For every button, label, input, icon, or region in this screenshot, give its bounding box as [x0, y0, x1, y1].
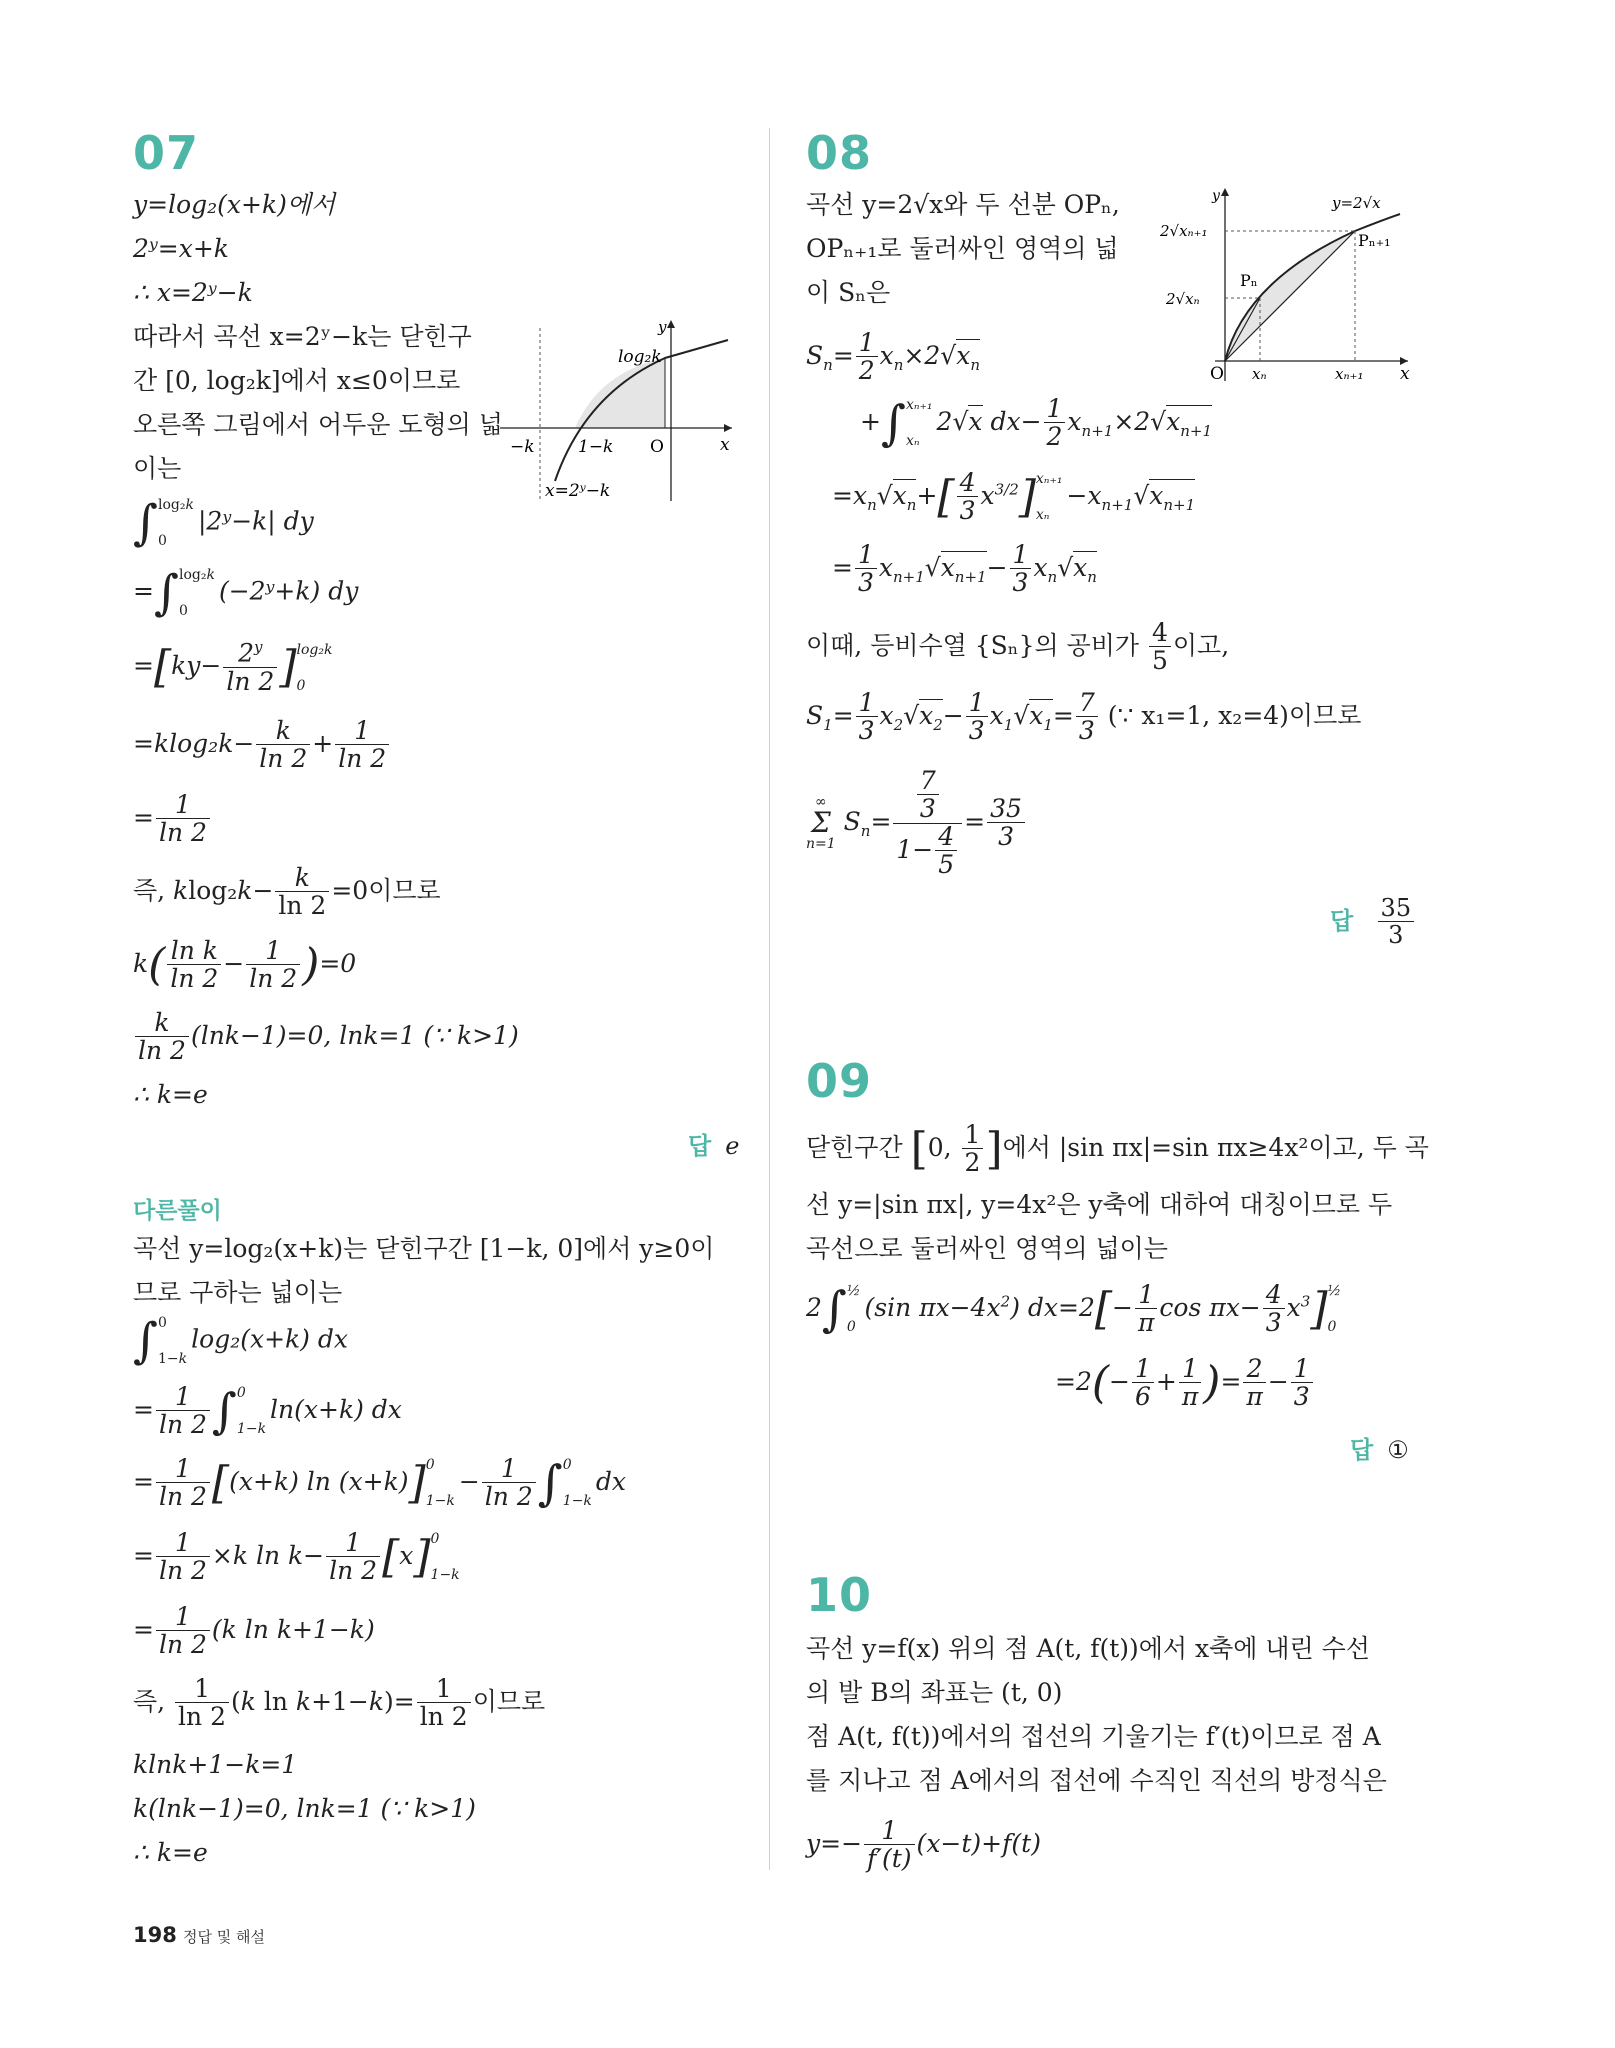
- p08-label-pn: Pₙ: [1240, 271, 1258, 290]
- p10-formula: y=− $\frac{1}{f'(t)}$ (x−t)+f(t): [806, 1816, 1041, 1874]
- alt07-text-1: 곡선 y=log₂(x+k)는 닫힌구간 [1−k, 0]에서 y≥0이: [133, 1234, 715, 1263]
- alt07-step-6: 즉, $\frac{1}{\ln 2}$ (k ln k+1−k)= $\frac{1}{\ln 2}$ 이므로: [133, 1674, 546, 1732]
- p07-label-curve: x=2ʸ−k: [545, 481, 611, 501]
- p07-tail-3: $\frac{k}{\ln 2}$ (lnk−1)=0, lnk=1 (∵ k>1): [133, 1010, 519, 1065]
- p09-text-3: 곡선으로 둘러싸인 영역의 넓이는: [806, 1234, 1168, 1263]
- p09-answer: 답 ①: [1350, 1436, 1409, 1464]
- svg-text:xₙ: xₙ: [1252, 365, 1267, 383]
- svg-text:xₙ₊₁: xₙ₊₁: [1335, 365, 1364, 383]
- p10-text-1: 곡선 y=f(x) 위의 점 A(t, f(t))에서 x축에 내린 수선: [806, 1634, 1370, 1663]
- p07-text-4: 이는: [133, 454, 182, 483]
- p10-text-4: 를 지나고 점 A에서의 접선에 수직인 직선의 방정식은: [806, 1766, 1387, 1795]
- p08-label-origin: O: [1210, 364, 1224, 384]
- p07-tail-2: k( $\frac{\text{ln k}}{\ln 2}$ − $\frac{1}{\ln 2}$ )=0: [133, 936, 357, 994]
- alt07-line-8: k(lnk−1)=0, lnk=1 (∵ k>1): [133, 1794, 476, 1823]
- p07-label-neg-k: −k: [510, 437, 535, 457]
- p09-result: =2(− $\frac{1}{6}$ + $\frac{1}{\pi}$ )= $\frac{2}{\pi}$ − $\frac{1}{3}$: [1055, 1356, 1315, 1411]
- p08-label-curve: y=2√x: [1332, 194, 1381, 212]
- p07-text-3: 오른쪽 그림에서 어두운 도형의 넓: [133, 410, 503, 439]
- p07-text-2: 간 [0, log₂k]에서 x≤0이므로: [133, 366, 461, 395]
- problem-number-08: 08: [806, 126, 873, 180]
- p10-text-3: 점 A(t, f(t))에서의 접선의 기울기는 f′(t)이므로 점 A: [806, 1722, 1381, 1751]
- p08-sn-4: = $\frac{1}{3}$ $x_{n+1}√x_{n+1}-$ $\frac{1}{3}$ $x_n√x_n$: [832, 540, 1097, 598]
- p07-step-3: =klog₂k− $\frac{k}{\ln 2}$ + $\frac{1}{\ln 2}$: [133, 718, 391, 773]
- p09-integral: 2∫ ½ 0 (sin $\pi x-4x^2$) dx=2[− $\frac{1}{\pi}$ cos πx− $\frac{4}{3}$ $x^3$] ½ 0: [806, 1280, 1342, 1338]
- p08-text-2: OPₙ₊₁로 둘러싸인 영역의 넓: [806, 234, 1119, 263]
- alt07-step-4: = $\frac{1}{\ln 2}$ ×k ln k− $\frac{1}{\ln 2}$ [x] 0 1−k: [133, 1528, 460, 1586]
- p08-answer: 답 $\frac{35}{3}$: [1330, 896, 1416, 949]
- problem-number-07: 07: [133, 126, 200, 180]
- page-number: 198: [133, 1923, 177, 1947]
- p08-sum: ∞ Σ n=1 $S_n=$ $\frac{7}{3}$ 1− $\frac{4}{5}$ = $\frac{35}{3}$: [806, 768, 1027, 879]
- alt07-step-3: = $\frac{1}{\ln 2}$ [(x+k) ln (x+k)] 0 1−k − $\frac{1}{\ln 2}$ ∫ 0 1−k dx: [133, 1454, 626, 1512]
- p07-label-x: x: [720, 435, 730, 455]
- p07-integral-2: =∫ log₂k 0 (−2ʸ+k) dy: [133, 565, 359, 621]
- p08-graph: [1160, 186, 1410, 386]
- p08-ratio: 이때, 등비수열 {Sₙ}의 공비가 $\frac{4}{5}$ 이고,: [806, 618, 1230, 676]
- p07-bracket-step: =[ky− $\frac{2^y}{\ln 2}$ ] log₂k 0: [133, 638, 333, 696]
- p08-text-3: 이 Sₙ은: [806, 278, 891, 307]
- p07-integral-1: ∫ log₂k 0 |2ʸ−k| dy: [133, 495, 314, 551]
- alt07-line-9: ∴ k=e: [133, 1838, 208, 1867]
- p08-sn-1: $S_n=$ $\frac{1}{2}$ $x_n\times 2√x_n$: [806, 328, 981, 386]
- svg-text:2√xₙ: 2√xₙ: [1166, 290, 1200, 308]
- svg-text:y: y: [1212, 188, 1220, 204]
- problem-number-09: 09: [806, 1054, 873, 1108]
- p08-sn-3: $=x_n√x_n+$[ $\frac{4}{3}$ $x^{3/2}$] xₙ₊₁ xₙ $-x_{n+1}√x_{n+1}$: [832, 468, 1196, 526]
- p07-intro-2: 2ʸ=x+k: [133, 234, 229, 263]
- p07-intro-1: y=log₂(x+k)에서: [133, 190, 336, 219]
- p09-text-1: 닫힌구간 [0, $\frac{1}{2}$ ]에서 |sin πx|=sin πx≥4x²이고, 두 곡: [806, 1120, 1429, 1178]
- alt07-step-5: = $\frac{1}{\ln 2}$ (k ln k+1−k): [133, 1602, 375, 1660]
- p08-label-pn1: Pₙ₊₁: [1358, 231, 1391, 250]
- p07-intro-3: ∴ x=2ʸ−k: [133, 278, 253, 307]
- alt07-integral-1: ∫ 0 1−k log₂(x+k) dx: [133, 1313, 348, 1369]
- p07-tail-1: 즉, klog₂k− $\frac{k}{\ln 2}$ =0이므로: [133, 863, 441, 921]
- p08-s1: $S_1=$ $\frac{1}{3}$ $x_2√x_2-$ $\frac{1}{3}$ $x_1√x_1=$ $\frac{7}{3}$ (∵ x₁=1, x₂=4)이므로: [806, 688, 1362, 746]
- alt07-title: 다른풀이: [133, 1198, 222, 1224]
- alt07-line-7: klnk+1−k=1: [133, 1750, 298, 1779]
- svg-text:2√xₙ₊₁: 2√xₙ₊₁: [1160, 222, 1208, 240]
- p07-tail-4: ∴ k=e: [133, 1080, 208, 1109]
- p07-text-1: 따라서 곡선 x=2ʸ−k는 닫힌구: [133, 322, 472, 351]
- p08-text-1: 곡선 y=2√x와 두 선분 OPₙ,: [806, 190, 1120, 219]
- p07-label-origin: O: [650, 437, 664, 457]
- p09-text-2: 선 y=|sin πx|, y=4x²은 y축에 대하여 대칭이므로 두: [806, 1190, 1393, 1219]
- svg-text:x: x: [1400, 364, 1410, 384]
- p10-text-2: 의 발 B의 좌표는 (t, 0): [806, 1678, 1063, 1707]
- p08-sn-2: +∫ xₙ₊₁ xₙ 2√x dx− $\frac{1}{2}$ $x_{n+1}\times 2√x_{n+1}$: [860, 394, 1212, 452]
- alt07-text-2: 므로 구하는 넓이는: [133, 1278, 343, 1307]
- column-divider: [769, 128, 770, 1870]
- p07-graph: [500, 316, 735, 506]
- alt07-integral-2: = $\frac{1}{\ln 2}$ ∫ 0 1−k ln(x+k) dx: [133, 1382, 402, 1440]
- p07-label-y: y: [658, 318, 667, 336]
- page-footer-title: 정답 및 해설: [183, 1928, 265, 1946]
- problem-number-10: 10: [806, 1568, 873, 1622]
- p07-label-one-minus-k: 1−k: [578, 437, 614, 457]
- p07-label-top: log₂k: [618, 347, 662, 367]
- p07-answer: 답 e: [688, 1132, 740, 1160]
- p07-step-4: = $\frac{1}{\ln 2}$: [133, 792, 212, 847]
